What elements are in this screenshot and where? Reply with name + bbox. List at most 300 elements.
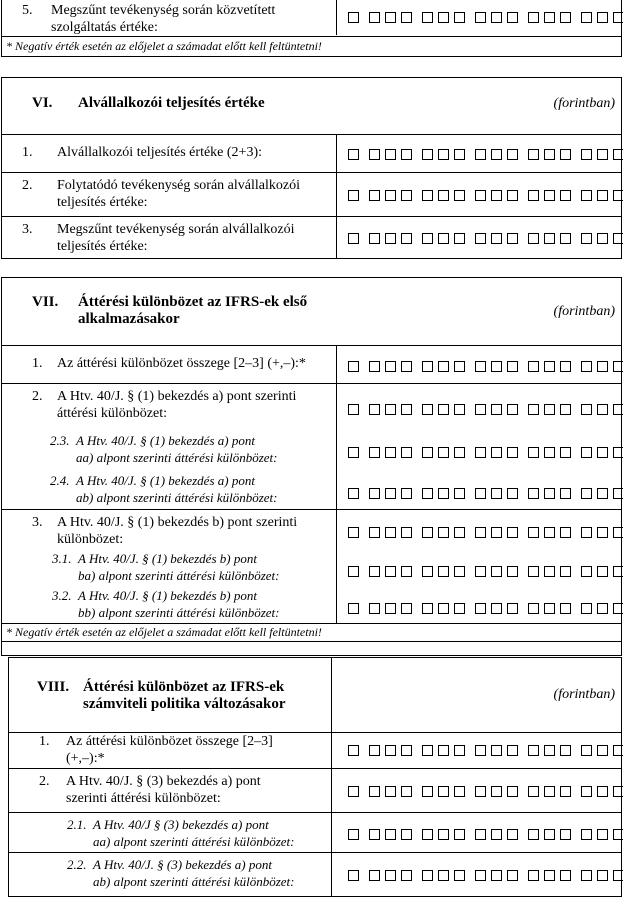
digit-box[interactable] — [401, 566, 412, 577]
digit-box[interactable] — [613, 527, 623, 538]
digit-box[interactable] — [369, 190, 380, 201]
digit-box[interactable] — [369, 527, 380, 538]
digit-box[interactable] — [438, 233, 449, 244]
digit-box[interactable] — [528, 488, 539, 499]
digit-box[interactable] — [454, 404, 465, 415]
digit-box[interactable] — [401, 404, 412, 415]
digit-box[interactable] — [422, 603, 433, 614]
digit-box[interactable] — [475, 404, 486, 415]
digit-box[interactable] — [507, 745, 518, 756]
digit-box[interactable] — [581, 527, 592, 538]
amount-input-boxes[interactable] — [348, 190, 623, 201]
digit-box[interactable] — [422, 786, 433, 797]
digit-box[interactable] — [454, 488, 465, 499]
digit-box[interactable] — [369, 870, 380, 881]
digit-box[interactable] — [491, 870, 502, 881]
digit-box[interactable] — [369, 361, 380, 372]
digit-box-group — [369, 361, 412, 372]
amount-input-boxes[interactable] — [348, 361, 623, 372]
digit-box[interactable] — [491, 566, 502, 577]
digit-box[interactable] — [597, 488, 608, 499]
digit-box[interactable] — [454, 12, 465, 23]
amount-input-boxes[interactable] — [348, 829, 623, 840]
digit-box[interactable] — [560, 190, 571, 201]
digit-box[interactable] — [422, 447, 433, 458]
digit-box[interactable] — [348, 233, 359, 244]
digit-box-group — [422, 870, 465, 881]
digit-box[interactable] — [385, 566, 396, 577]
digit-box[interactable] — [544, 870, 555, 881]
digit-box[interactable] — [475, 786, 486, 797]
digit-box[interactable] — [581, 447, 592, 458]
digit-box[interactable] — [385, 361, 396, 372]
digit-box[interactable] — [597, 566, 608, 577]
digit-box[interactable] — [597, 233, 608, 244]
digit-box[interactable] — [438, 603, 449, 614]
digit-box[interactable] — [581, 829, 592, 840]
column-divider — [336, 384, 337, 509]
digit-box[interactable] — [528, 361, 539, 372]
digit-box[interactable] — [560, 745, 571, 756]
digit-box[interactable] — [348, 745, 359, 756]
digit-box[interactable] — [454, 149, 465, 160]
amount-input-boxes[interactable] — [348, 149, 623, 160]
digit-box[interactable] — [369, 233, 380, 244]
digit-box-group — [422, 603, 465, 614]
digit-box[interactable] — [613, 745, 623, 756]
amount-input-boxes[interactable] — [348, 404, 623, 415]
digit-box[interactable] — [438, 149, 449, 160]
digit-box[interactable] — [491, 603, 502, 614]
digit-box[interactable] — [438, 447, 449, 458]
digit-box[interactable] — [454, 190, 465, 201]
digit-box[interactable] — [597, 149, 608, 160]
digit-box[interactable] — [369, 149, 380, 160]
digit-box[interactable] — [438, 361, 449, 372]
digit-box[interactable] — [475, 12, 486, 23]
sub-row-label-line2: bb) alpont szerinti áttérési különbözet: — [78, 605, 280, 620]
amount-input-boxes[interactable] — [348, 870, 623, 881]
digit-box[interactable] — [438, 488, 449, 499]
row-label — [66, 773, 261, 807]
digit-box[interactable] — [401, 149, 412, 160]
digit-box[interactable] — [475, 527, 486, 538]
digit-box[interactable] — [348, 447, 359, 458]
digit-box-group — [369, 603, 412, 614]
digit-box-group — [348, 870, 359, 881]
digit-box[interactable] — [422, 745, 433, 756]
digit-box[interactable] — [597, 829, 608, 840]
digit-box[interactable] — [422, 488, 433, 499]
amount-input-boxes[interactable] — [348, 488, 623, 499]
digit-box[interactable] — [597, 527, 608, 538]
digit-box[interactable] — [597, 404, 608, 415]
digit-box[interactable] — [597, 12, 608, 23]
digit-box-group — [475, 603, 518, 614]
digit-box-group — [348, 404, 359, 415]
digit-box[interactable] — [491, 12, 502, 23]
digit-box[interactable] — [544, 447, 555, 458]
digit-box[interactable] — [613, 12, 623, 23]
digit-box[interactable] — [613, 233, 623, 244]
digit-box[interactable] — [369, 447, 380, 458]
digit-box[interactable] — [613, 870, 623, 881]
digit-box[interactable] — [491, 488, 502, 499]
digit-box[interactable] — [560, 12, 571, 23]
digit-box[interactable] — [475, 149, 486, 160]
digit-box[interactable] — [507, 190, 518, 201]
digit-box-group — [422, 527, 465, 538]
digit-box[interactable] — [597, 190, 608, 201]
amount-input-boxes[interactable] — [348, 745, 623, 756]
digit-box[interactable] — [385, 870, 396, 881]
digit-box[interactable] — [401, 488, 412, 499]
amount-input-boxes[interactable] — [348, 603, 623, 614]
digit-box[interactable] — [507, 488, 518, 499]
digit-box[interactable] — [491, 190, 502, 201]
digit-box[interactable] — [560, 870, 571, 881]
digit-box[interactable] — [385, 12, 396, 23]
digit-box[interactable] — [528, 527, 539, 538]
amount-input-boxes[interactable] — [348, 527, 623, 538]
digit-box[interactable] — [560, 233, 571, 244]
digit-box[interactable] — [348, 870, 359, 881]
digit-box[interactable] — [613, 404, 623, 415]
digit-box[interactable] — [475, 745, 486, 756]
digit-box-group — [475, 149, 518, 160]
digit-box[interactable] — [560, 603, 571, 614]
digit-box[interactable] — [401, 829, 412, 840]
digit-box[interactable] — [369, 12, 380, 23]
digit-box[interactable] — [544, 745, 555, 756]
amount-input-boxes[interactable] — [348, 566, 623, 577]
digit-box[interactable] — [507, 361, 518, 372]
digit-box[interactable] — [438, 870, 449, 881]
digit-box[interactable] — [560, 566, 571, 577]
digit-box[interactable] — [560, 447, 571, 458]
digit-box-group — [369, 233, 412, 244]
digit-box[interactable] — [581, 870, 592, 881]
digit-box[interactable] — [528, 745, 539, 756]
digit-box[interactable] — [613, 447, 623, 458]
digit-box[interactable] — [348, 829, 359, 840]
digit-box[interactable] — [401, 361, 412, 372]
digit-box[interactable] — [348, 404, 359, 415]
digit-box[interactable] — [348, 603, 359, 614]
digit-box[interactable] — [581, 404, 592, 415]
digit-box[interactable] — [369, 745, 380, 756]
digit-box[interactable] — [507, 603, 518, 614]
digit-box[interactable] — [597, 870, 608, 881]
digit-box[interactable] — [528, 149, 539, 160]
digit-box[interactable] — [348, 786, 359, 797]
digit-box-group — [348, 233, 359, 244]
digit-box[interactable] — [544, 488, 555, 499]
sub-row-number: 2.4. — [50, 473, 70, 488]
digit-box[interactable] — [438, 786, 449, 797]
digit-box[interactable] — [422, 527, 433, 538]
digit-box[interactable] — [385, 603, 396, 614]
digit-box[interactable] — [438, 527, 449, 538]
digit-box[interactable] — [581, 361, 592, 372]
digit-box[interactable] — [544, 149, 555, 160]
digit-box[interactable] — [348, 190, 359, 201]
digit-box[interactable] — [369, 404, 380, 415]
digit-box[interactable] — [528, 603, 539, 614]
digit-box[interactable] — [560, 527, 571, 538]
digit-box[interactable] — [544, 566, 555, 577]
digit-box[interactable] — [454, 566, 465, 577]
row-number: 5. — [22, 3, 33, 18]
digit-box[interactable] — [454, 527, 465, 538]
unit-label: (forintban) — [553, 687, 615, 702]
digit-box[interactable] — [528, 12, 539, 23]
digit-box-group — [581, 745, 623, 756]
digit-box-group — [475, 12, 518, 23]
digit-box[interactable] — [581, 190, 592, 201]
digit-box[interactable] — [581, 233, 592, 244]
digit-box[interactable] — [613, 190, 623, 201]
digit-box[interactable] — [491, 745, 502, 756]
digit-box[interactable] — [491, 404, 502, 415]
digit-box[interactable] — [507, 233, 518, 244]
section-vi — [1, 77, 622, 259]
digit-box[interactable] — [544, 404, 555, 415]
digit-box[interactable] — [597, 361, 608, 372]
digit-box[interactable] — [475, 361, 486, 372]
digit-box[interactable] — [581, 745, 592, 756]
digit-box-group — [581, 149, 623, 160]
column-divider — [336, 510, 337, 623]
digit-box[interactable] — [507, 786, 518, 797]
digit-box[interactable] — [528, 404, 539, 415]
digit-box[interactable] — [422, 404, 433, 415]
digit-box[interactable] — [422, 870, 433, 881]
digit-box[interactable] — [385, 233, 396, 244]
digit-box[interactable] — [438, 404, 449, 415]
digit-box[interactable] — [560, 488, 571, 499]
digit-box[interactable] — [369, 566, 380, 577]
row-label-line1: Megszűnt tevékenység során alvállalkozói — [57, 222, 295, 237]
digit-box[interactable] — [348, 12, 359, 23]
digit-box[interactable] — [613, 829, 623, 840]
digit-box[interactable] — [385, 149, 396, 160]
digit-box[interactable] — [401, 190, 412, 201]
digit-box[interactable] — [613, 488, 623, 499]
digit-box[interactable] — [491, 361, 502, 372]
digit-box-group — [581, 12, 623, 23]
digit-box[interactable] — [454, 361, 465, 372]
digit-box[interactable] — [422, 566, 433, 577]
digit-box[interactable] — [401, 527, 412, 538]
digit-box[interactable] — [438, 829, 449, 840]
digit-box[interactable] — [507, 12, 518, 23]
digit-box[interactable] — [544, 603, 555, 614]
digit-box-group — [348, 603, 359, 614]
digit-box[interactable] — [422, 361, 433, 372]
digit-box[interactable] — [422, 149, 433, 160]
negative-value-note: * Negatív érték esetén az előjelet a számadat előtt kell feltüntetni! — [6, 625, 322, 639]
digit-box-group — [422, 488, 465, 499]
digit-box[interactable] — [544, 829, 555, 840]
digit-box[interactable] — [348, 488, 359, 499]
digit-box[interactable] — [613, 603, 623, 614]
digit-box[interactable] — [475, 870, 486, 881]
digit-box[interactable] — [369, 488, 380, 499]
digit-box[interactable] — [613, 786, 623, 797]
digit-box[interactable] — [348, 361, 359, 372]
digit-box[interactable] — [581, 566, 592, 577]
digit-box[interactable] — [528, 233, 539, 244]
digit-box[interactable] — [475, 566, 486, 577]
digit-box[interactable] — [454, 745, 465, 756]
digit-box[interactable] — [491, 527, 502, 538]
digit-box[interactable] — [454, 829, 465, 840]
digit-box-group — [475, 829, 518, 840]
amount-input-boxes[interactable] — [348, 447, 623, 458]
digit-box[interactable] — [528, 447, 539, 458]
digit-box[interactable] — [454, 870, 465, 881]
digit-box[interactable] — [475, 488, 486, 499]
digit-box[interactable] — [491, 447, 502, 458]
digit-box[interactable] — [348, 527, 359, 538]
digit-box[interactable] — [613, 149, 623, 160]
digit-box[interactable] — [401, 12, 412, 23]
digit-box[interactable] — [597, 786, 608, 797]
digit-box[interactable] — [597, 447, 608, 458]
digit-box[interactable] — [528, 870, 539, 881]
digit-box[interactable] — [560, 361, 571, 372]
digit-box-group — [581, 786, 623, 797]
digit-box[interactable] — [385, 527, 396, 538]
digit-box[interactable] — [507, 447, 518, 458]
digit-box[interactable] — [544, 12, 555, 23]
digit-box[interactable] — [454, 447, 465, 458]
digit-box[interactable] — [454, 786, 465, 797]
amount-input-boxes[interactable] — [348, 786, 623, 797]
digit-box[interactable] — [581, 603, 592, 614]
digit-box[interactable] — [438, 12, 449, 23]
digit-box[interactable] — [475, 233, 486, 244]
digit-box[interactable] — [581, 12, 592, 23]
digit-box[interactable] — [560, 149, 571, 160]
digit-box[interactable] — [401, 603, 412, 614]
digit-box[interactable] — [438, 566, 449, 577]
digit-box[interactable] — [491, 829, 502, 840]
digit-box[interactable] — [369, 829, 380, 840]
digit-box-group — [348, 190, 359, 201]
digit-box-group — [528, 870, 571, 881]
digit-box-group — [475, 233, 518, 244]
digit-box[interactable] — [507, 527, 518, 538]
row-label-line2: áttérési különbözet: — [57, 406, 168, 421]
digit-box[interactable] — [385, 745, 396, 756]
digit-box[interactable] — [544, 361, 555, 372]
digit-box[interactable] — [454, 603, 465, 614]
digit-box-group — [422, 404, 465, 415]
digit-box[interactable] — [438, 190, 449, 201]
digit-box-group — [422, 566, 465, 577]
digit-box[interactable] — [422, 829, 433, 840]
digit-box[interactable] — [401, 447, 412, 458]
digit-box[interactable] — [581, 488, 592, 499]
digit-box[interactable] — [528, 786, 539, 797]
digit-box[interactable] — [560, 786, 571, 797]
digit-box-group — [369, 786, 412, 797]
digit-box[interactable] — [475, 603, 486, 614]
digit-box[interactable] — [475, 447, 486, 458]
digit-box[interactable] — [491, 149, 502, 160]
digit-box[interactable] — [348, 149, 359, 160]
digit-box[interactable] — [401, 870, 412, 881]
digit-box[interactable] — [369, 603, 380, 614]
digit-box[interactable] — [528, 566, 539, 577]
digit-box[interactable] — [560, 829, 571, 840]
digit-box[interactable] — [422, 233, 433, 244]
amount-input-boxes[interactable] — [348, 12, 623, 23]
digit-box[interactable] — [581, 786, 592, 797]
table-row-group — [2, 509, 621, 623]
digit-box[interactable] — [422, 12, 433, 23]
digit-box-group — [369, 870, 412, 881]
digit-box[interactable] — [507, 829, 518, 840]
digit-box[interactable] — [348, 566, 359, 577]
digit-box[interactable] — [544, 786, 555, 797]
digit-box[interactable] — [613, 566, 623, 577]
digit-box[interactable] — [369, 786, 380, 797]
table-row — [9, 768, 621, 812]
digit-box[interactable] — [401, 786, 412, 797]
digit-box[interactable] — [438, 745, 449, 756]
digit-box[interactable] — [475, 190, 486, 201]
digit-box[interactable] — [385, 404, 396, 415]
digit-box[interactable] — [544, 527, 555, 538]
digit-box[interactable] — [528, 190, 539, 201]
digit-box[interactable] — [385, 786, 396, 797]
digit-box-group — [581, 566, 623, 577]
digit-box[interactable] — [385, 488, 396, 499]
row-label — [66, 733, 273, 767]
digit-box[interactable] — [491, 786, 502, 797]
digit-box[interactable] — [560, 404, 571, 415]
digit-box[interactable] — [507, 404, 518, 415]
digit-box[interactable] — [507, 566, 518, 577]
digit-box[interactable] — [581, 149, 592, 160]
spacer-row — [2, 641, 621, 656]
digit-box[interactable] — [544, 190, 555, 201]
digit-box[interactable] — [597, 745, 608, 756]
digit-box[interactable] — [401, 233, 412, 244]
amount-input-boxes[interactable] — [348, 233, 623, 244]
digit-box[interactable] — [491, 233, 502, 244]
digit-box-group — [422, 12, 465, 23]
digit-box[interactable] — [401, 745, 412, 756]
digit-box[interactable] — [528, 829, 539, 840]
digit-box[interactable] — [613, 361, 623, 372]
digit-box[interactable] — [385, 447, 396, 458]
digit-box[interactable] — [507, 870, 518, 881]
digit-box[interactable] — [544, 233, 555, 244]
digit-box[interactable] — [507, 149, 518, 160]
digit-box-group — [348, 149, 359, 160]
digit-box[interactable] — [385, 829, 396, 840]
digit-box[interactable] — [454, 233, 465, 244]
digit-box[interactable] — [597, 603, 608, 614]
digit-box[interactable] — [475, 829, 486, 840]
section-title-line1: Áttérési különbözet az IFRS-ek első — [78, 294, 308, 310]
digit-box[interactable] — [422, 190, 433, 201]
digit-box[interactable] — [385, 190, 396, 201]
